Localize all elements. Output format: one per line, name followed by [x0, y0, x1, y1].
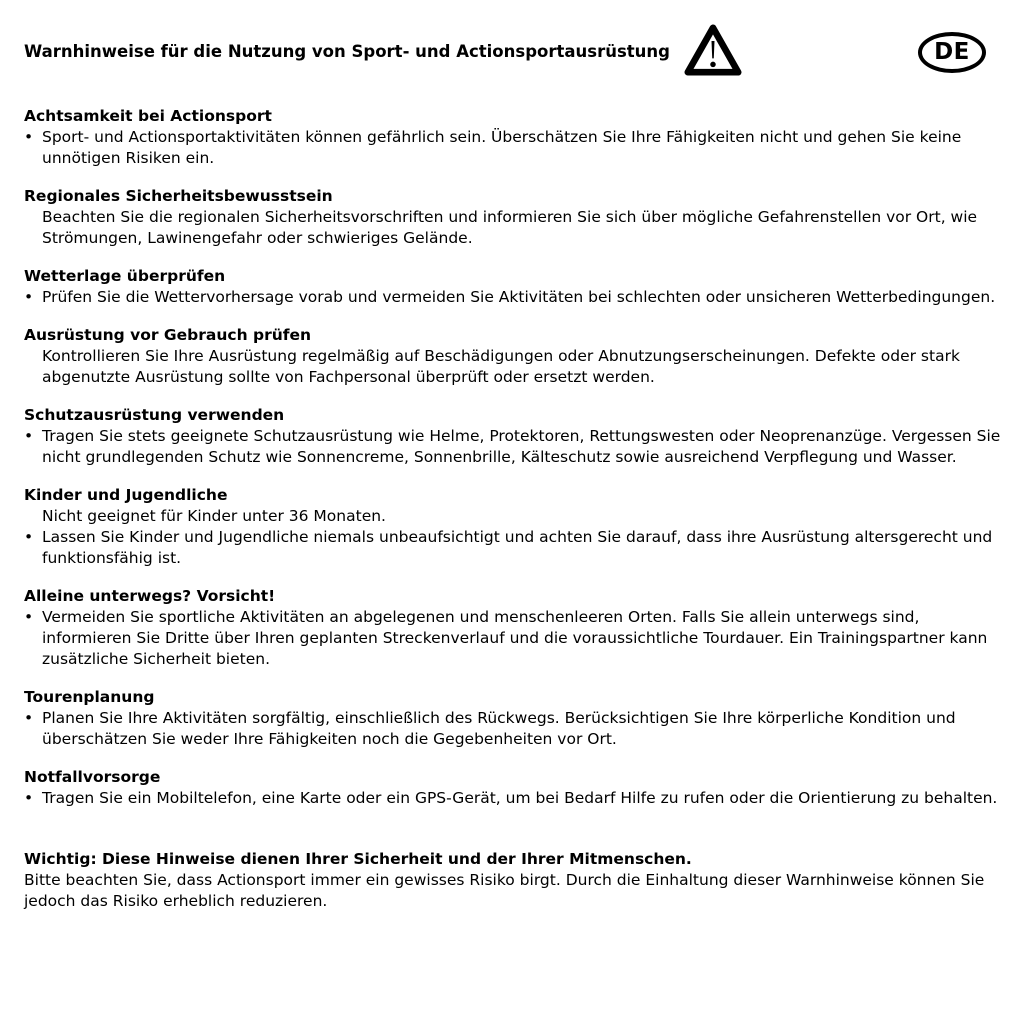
list-item: [24, 426, 1002, 468]
warning-triangle-exclamation-icon: [683, 22, 743, 78]
section-heading: Tourenplanung: [24, 688, 155, 706]
section-heading: Notfallvorsorge: [24, 768, 161, 786]
language-badge-label: DE: [934, 38, 970, 65]
section-heading: Kinder und Jugendliche: [24, 486, 228, 504]
section-heading: Achtsamkeit bei Actionsport: [24, 107, 272, 125]
list-item-text: Nicht geeignet für Kinder unter 36 Monaten.: [42, 507, 386, 525]
list-item: [24, 506, 1002, 527]
list-item-text: Vermeiden Sie sportliche Aktivitäten an abgelegenen und menschenleeren Orten. Falls Sie allein unterwegs sind, informieren Sie Dritte über Ihren geplanten Streckenverlauf und die voraussichtliche Tourdauer. Ein Trainingspartner kann zusätzliche Sicherheit bieten.: [42, 608, 988, 668]
list-item: [24, 527, 1002, 569]
list-item-text: Lassen Sie Kinder und Jugendliche niemals unbeaufsichtigt und achten Sie darauf, dass ihre Ausrüstung altersgerecht und funktionsfähig ist.: [42, 528, 993, 567]
section-heading: Schutzausrüstung verwenden: [24, 406, 285, 424]
list-item-text: Planen Sie Ihre Aktivitäten sorgfältig, einschließlich des Rückwegs. Berücksichtigen Sie Ihre körperliche Kondition und überschätzen Sie weder Ihre Fähigkeiten noch die Gegebenheiten vor Ort.: [42, 709, 956, 748]
section-schutzausruestung: [24, 405, 1002, 468]
bullet-marker: [24, 207, 42, 249]
section-heading: Ausrüstung vor Gebrauch prüfen: [24, 326, 312, 344]
list-item-text: Kontrollieren Sie Ihre Ausrüstung regelmäßig auf Beschädigungen oder Abnutzungserscheinungen. Defekte oder stark abgenutzte Ausrüstung sollte von Fachpersonal überprüft oder ersetzt werden.: [42, 347, 960, 386]
list-item: [24, 346, 1002, 388]
list-item-text: Tragen Sie stets geeignete Schutzausrüstung wie Helme, Protektoren, Rettungswesten oder Neoprenanzüge. Vergessen Sie nicht grundlegenden Schutz wie Sonnencreme, Sonnenbrille, Kälteschutz sowie ausreichend Verpflegung und Wasser.: [42, 427, 1001, 466]
bullet-marker: •: [24, 789, 34, 807]
section-ausruestung: [24, 325, 1002, 388]
language-badge: [918, 32, 986, 73]
section-kinder: [24, 485, 1002, 569]
list-item: [24, 207, 1002, 249]
list-item: [24, 708, 1002, 750]
list-item: [24, 607, 1002, 670]
bullet-marker: [24, 346, 42, 388]
sections-container: [24, 106, 1002, 809]
section-regionales: [24, 186, 1002, 249]
list-item-text: Prüfen Sie die Wettervorhersage vorab und vermeiden Sie Aktivitäten bei schlechten oder unsicheren Wetterbedingungen.: [42, 288, 996, 306]
section-alleine-unterwegs: [24, 586, 1002, 670]
section-achtsamkeit: [24, 106, 1002, 169]
list-item: [24, 287, 1002, 308]
list-item-text: Beachten Sie die regionalen Sicherheitsvorschriften und informieren Sie sich über mögliche Gefahrenstellen vor Ort, wie Strömungen, Lawinengefahr oder schwieriges Gelände.: [42, 208, 978, 247]
document-header: [24, 0, 1002, 82]
important-note: [24, 849, 1002, 912]
bullet-marker: •: [24, 528, 34, 546]
important-note-heading: Wichtig: Diese Hinweise dienen Ihrer Sicherheit und der Ihrer Mitmenschen.: [24, 850, 692, 868]
important-note-text: Bitte beachten Sie, dass Actionsport immer ein gewisses Risiko birgt. Durch die Einhaltung dieser Warnhinweise können Sie jedoch das Risiko erheblich reduzieren.: [24, 871, 985, 910]
bullet-marker: [24, 506, 42, 527]
list-item: [24, 127, 1002, 169]
list-item-text: Sport- und Actionsportaktivitäten können gefährlich sein. Überschätzen Sie Ihre Fähigkeiten nicht und gehen Sie keine unnötigen Risiken ein.: [42, 128, 962, 167]
list-item-text: Tragen Sie ein Mobiltelefon, eine Karte oder ein GPS-Gerät, um bei Bedarf Hilfe zu rufen oder die Orientierung zu behalten.: [42, 789, 998, 807]
section-heading: Regionales Sicherheitsbewusstsein: [24, 187, 333, 205]
section-heading: Wetterlage überprüfen: [24, 267, 226, 285]
section-heading: Alleine unterwegs? Vorsicht!: [24, 587, 276, 605]
bullet-marker: •: [24, 608, 34, 626]
bullet-marker: •: [24, 709, 34, 727]
section-tourenplanung: [24, 687, 1002, 750]
bullet-marker: •: [24, 427, 34, 445]
page-title: Warnhinweise für die Nutzung von Sport- und Actionsportausrüstung: [24, 42, 670, 61]
bullet-marker: •: [24, 288, 34, 306]
section-wetterlage: [24, 266, 1002, 308]
section-notfallvorsorge: [24, 767, 1002, 809]
list-item: [24, 788, 1002, 809]
bullet-marker: •: [24, 128, 34, 146]
